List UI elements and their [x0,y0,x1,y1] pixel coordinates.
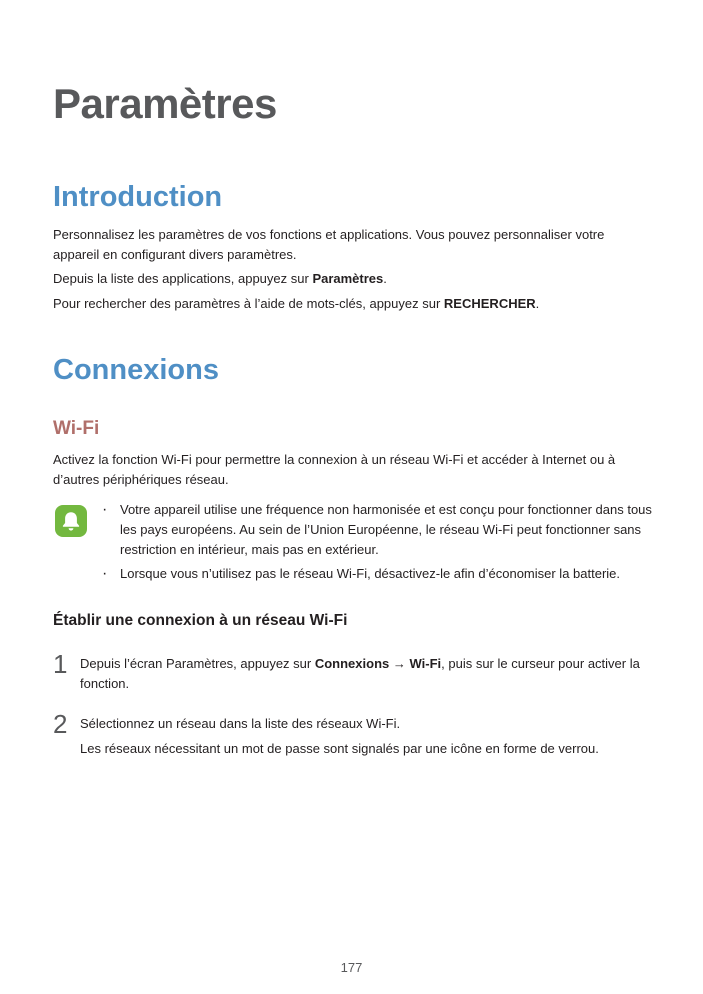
intro-paragraph-search [53,294,653,314]
arrow: → [389,656,410,671]
wifi-notes-list [100,500,660,588]
text: , puis sur le curseur pour activer la fonction. [80,656,640,691]
wifi-keyword: Wi-Fi [409,656,442,671]
text: . [535,296,540,311]
connexions-keyword: Connexions [314,656,390,671]
section-heading-connexions: Connexions [53,354,219,386]
text: . [383,271,387,286]
bell-icon [55,505,87,537]
section-heading-introduction: Introduction [53,181,223,213]
text: Depuis la liste des applications, appuyez sur [53,271,313,286]
intro-paragraph: Personnalisez les paramètres de vos fonctions et applications. Vous pouvez personnaliser votre appareil en configurant divers paramètres. [53,227,605,262]
list-item: · Lorsque vous n’utilisez pas le réseau Wi-Fi, désactivez-le afin d’économiser la batterie. [100,564,660,584]
step-1-text [80,654,660,694]
page-title: Paramètres [53,80,277,127]
text: Pour rechercher des paramètres à l’aide de mots-clés, appuyez sur [53,296,444,311]
step-number: 1 [53,649,68,679]
wifi-paragraph: Activez la fonction Wi-Fi pour permettre la connexion à un réseau Wi-Fi et accéder à Internet ou à d’autres périphériques réseau. [53,452,616,487]
intro-paragraph-settings [53,269,653,289]
settings-keyword: Paramètres [312,271,384,286]
list-item: · Votre appareil utilise une fréquence non harmonisée et est conçu pour fonctionner dans tous les pays européens. Au sein de l’Union Européenne, le réseau Wi-Fi peut fonctionner sans restriction en intérieur, mais pas en extérieur. [100,500,660,560]
step-number: 2 [53,709,68,739]
text: Depuis l’écran Paramètres, appuyez sur [80,656,315,671]
subsection-heading-wifi: Wi-Fi [53,418,100,439]
search-keyword: RECHERCHER [443,296,536,311]
wifi-connect-heading: Établir une connexion à un réseau Wi-Fi [53,612,348,629]
step-2-text: Sélectionnez un réseau dans la liste des réseaux Wi-Fi. [80,716,401,731]
step-2-detail: Les réseaux nécessitant un mot de passe sont signalés par une icône en forme de verrou. [80,741,599,756]
page-number: 177 [340,960,363,975]
